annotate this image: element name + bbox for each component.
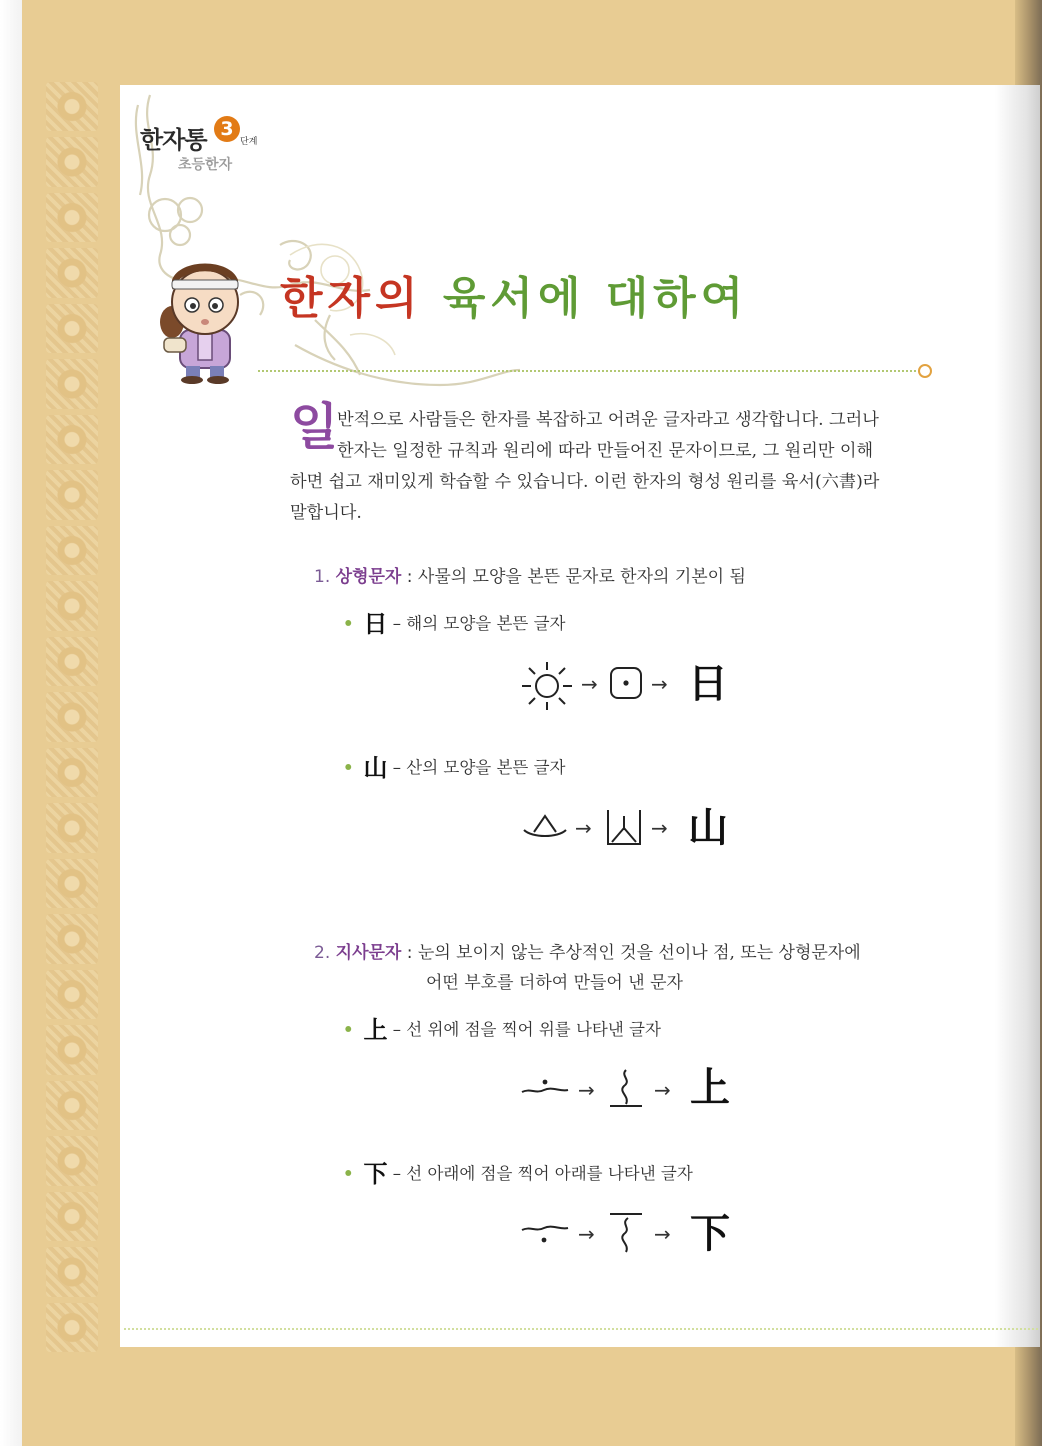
pattern-tile xyxy=(46,304,98,353)
pattern-tile xyxy=(46,914,98,963)
bottom-divider xyxy=(124,1328,1038,1330)
pattern-tile xyxy=(46,1247,98,1296)
hanja-item-mountain xyxy=(343,748,565,783)
content-panel-shade xyxy=(995,85,1040,1347)
section-title: 지사문자 xyxy=(335,943,402,963)
section-description: 눈의 보이지 않는 추상적인 것을 선이나 점, 또는 상형문자에 xyxy=(417,943,861,963)
logo-subtitle: 초등한자 xyxy=(178,157,233,173)
logo-level-badge: 3 xyxy=(214,116,240,142)
bullet-icon: • xyxy=(343,1020,354,1039)
section-title: 상형문자 xyxy=(335,567,402,587)
pattern-tile xyxy=(46,193,98,242)
pattern-tile xyxy=(46,859,98,908)
pattern-tile xyxy=(46,1081,98,1130)
hanja-item-sun xyxy=(343,604,565,639)
sun-hanja-large: 日 xyxy=(688,660,728,707)
pattern-tile xyxy=(46,748,98,797)
pattern-tile xyxy=(46,1136,98,1185)
up-drawing-icon xyxy=(520,1078,570,1098)
pattern-tile xyxy=(46,415,98,464)
evolution-arrow-icon: → xyxy=(578,1078,595,1102)
up-hanja-large: 上 xyxy=(690,1064,730,1111)
section-number: 1. xyxy=(314,567,331,587)
mountain-ancient-script-icon xyxy=(604,806,644,848)
evolution-arrow-icon: → xyxy=(654,1222,671,1246)
item-description: 산의 모양을 본뜬 글자 xyxy=(406,758,566,777)
hanja-item-up xyxy=(343,1010,661,1045)
up-ancient-script-icon xyxy=(606,1066,646,1110)
evolution-arrow-icon: → xyxy=(581,672,598,696)
page-title xyxy=(280,262,748,326)
down-drawing-icon xyxy=(520,1222,570,1246)
item-dash: – xyxy=(392,1020,402,1039)
down-hanja-large: 下 xyxy=(690,1210,730,1257)
evolution-arrow-icon: → xyxy=(578,1222,595,1246)
pattern-strip xyxy=(46,82,98,1352)
evolution-arrow-icon: → xyxy=(654,1078,671,1102)
pattern-tile xyxy=(46,581,98,630)
pattern-tile xyxy=(46,137,98,186)
bullet-icon: • xyxy=(343,614,354,633)
section-colon: : xyxy=(406,567,413,587)
section-heading-pictograph xyxy=(314,562,746,587)
intro-line: 한자는 일정한 규칙과 원리에 따라 만들어진 문자이므로, 그 원리만 이해 xyxy=(337,441,874,461)
item-description: 선 위에 점을 찍어 위를 나타낸 글자 xyxy=(406,1020,661,1039)
title-part-green: 육서에 대하여 xyxy=(442,273,749,324)
pattern-tile xyxy=(46,1192,98,1241)
title-divider-endpoint xyxy=(918,364,932,378)
pattern-tile xyxy=(46,470,98,519)
item-description: 해의 모양을 본뜬 글자 xyxy=(406,614,566,633)
section-description: 사물의 모양을 본뜬 문자로 한자의 기본이 됨 xyxy=(417,567,746,587)
down-ancient-script-icon xyxy=(606,1210,646,1256)
series-logo xyxy=(140,110,270,190)
bullet-icon: • xyxy=(343,758,354,777)
sun-drawing-icon xyxy=(520,660,574,712)
pattern-tile xyxy=(46,82,98,131)
intro-dropcap: 일 xyxy=(290,397,339,456)
title-divider xyxy=(258,370,920,372)
pattern-tile xyxy=(46,359,98,408)
item-dash: – xyxy=(392,758,402,777)
section-description-continued: 어떤 부호를 더하여 만들어 낸 문자 xyxy=(426,973,683,993)
pattern-tile xyxy=(46,1303,98,1352)
pattern-tile xyxy=(46,637,98,686)
intro-paragraph xyxy=(290,405,920,529)
item-dash: – xyxy=(392,614,402,633)
mountain-drawing-icon xyxy=(522,812,568,842)
pattern-tile xyxy=(46,692,98,741)
evolution-arrow-icon: → xyxy=(651,816,668,840)
hanja-char: 日 xyxy=(363,609,388,638)
evolution-arrow-icon: → xyxy=(651,672,668,696)
intro-line: 말합니다. xyxy=(290,503,362,523)
section-colon: : xyxy=(406,943,413,963)
pattern-tile xyxy=(46,526,98,575)
title-part-red: 한자의 xyxy=(280,273,423,324)
intro-line: 반적으로 사람들은 한자를 복잡하고 어려운 글자라고 생각합니다. 그러나 xyxy=(337,410,879,430)
section-number: 2. xyxy=(314,943,331,963)
page-binding xyxy=(0,0,23,1446)
pattern-tile xyxy=(46,970,98,1019)
evolution-arrow-icon: → xyxy=(575,816,592,840)
pattern-tile xyxy=(46,803,98,852)
pattern-tile xyxy=(46,1025,98,1074)
logo-level-unit: 단계 xyxy=(240,137,258,147)
hanja-item-down xyxy=(343,1154,693,1189)
section-heading-indicative xyxy=(314,938,861,963)
pattern-tile xyxy=(46,248,98,297)
hanja-char: 下 xyxy=(363,1159,388,1188)
hanja-char: 山 xyxy=(363,753,388,782)
item-dash: – xyxy=(392,1164,402,1183)
mascot-character-illustration xyxy=(150,250,260,385)
mountain-hanja-large: 山 xyxy=(688,804,728,851)
item-description: 선 아래에 점을 찍어 아래를 나타낸 글자 xyxy=(406,1164,693,1183)
bullet-icon: • xyxy=(343,1164,354,1183)
logo-brand: 한자통 xyxy=(140,126,207,154)
sun-ancient-script-icon xyxy=(609,666,643,700)
hanja-char: 上 xyxy=(363,1015,388,1044)
intro-line: 하면 쉽고 재미있게 학습할 수 있습니다. 이런 한자의 형성 원리를 육서(六書)라 xyxy=(290,472,880,492)
